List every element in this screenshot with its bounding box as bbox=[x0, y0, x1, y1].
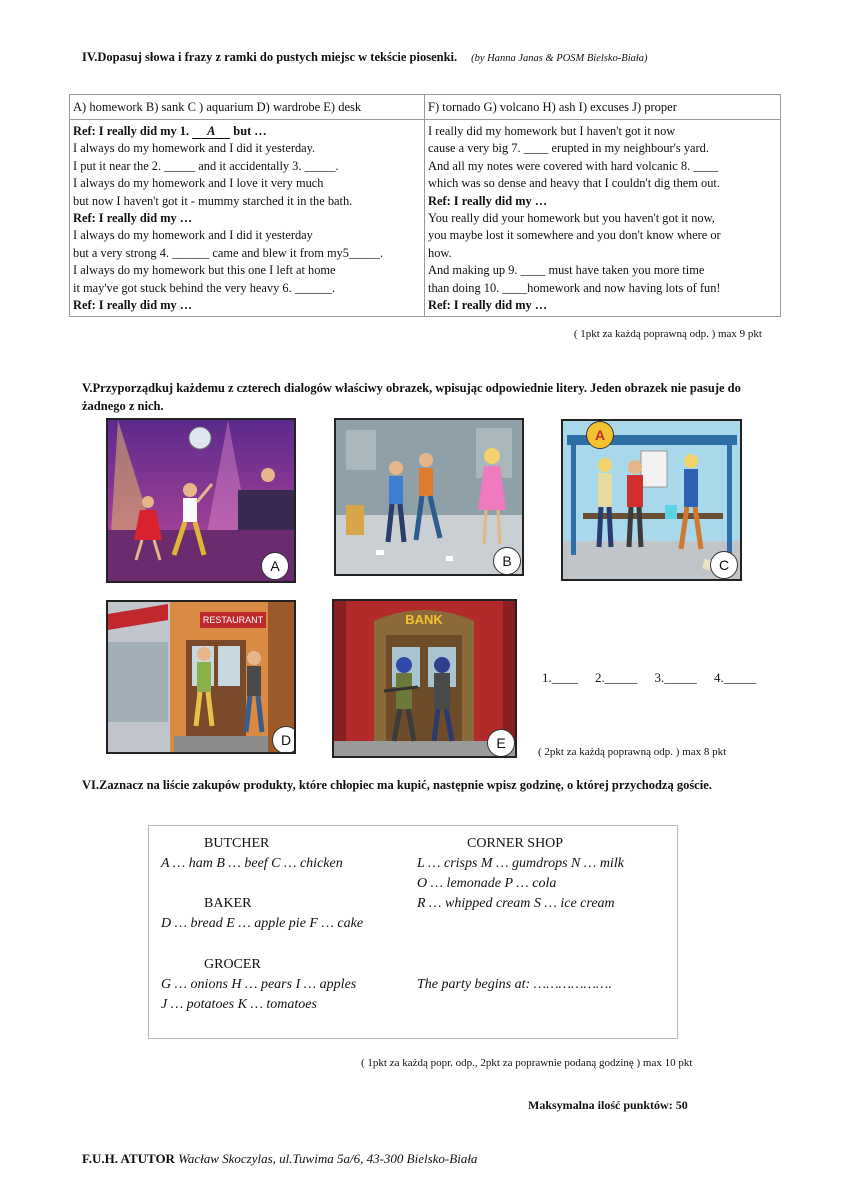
street-scene-illustration bbox=[336, 420, 522, 574]
butcher-heading: BUTCHER bbox=[204, 836, 270, 851]
baker-items[interactable]: D … bread E … apple pie F … cake bbox=[161, 916, 364, 931]
lyric-refrain: Ref: I really did my … bbox=[73, 210, 193, 225]
butcher-items[interactable]: A … ham B … beef C … chicken bbox=[161, 856, 343, 871]
answer-blank-filled[interactable]: A bbox=[192, 125, 230, 139]
lyric-line: but a very strong 4. ______ came and blew it from my5_____. bbox=[73, 245, 384, 260]
grocer-heading: GROCER bbox=[204, 957, 261, 972]
picture-label: E bbox=[487, 729, 515, 757]
word-list-left: A) homework B) sank C ) aquarium D) wardrobe E) desk bbox=[70, 95, 427, 120]
picture-b-street bbox=[334, 418, 524, 576]
max-total-points: Maksymalna ilość punktów: 50 bbox=[528, 1098, 688, 1112]
bank-sign: BANK bbox=[405, 612, 443, 627]
lyric-refrain: Ref: I really did my … bbox=[428, 297, 548, 312]
lyric-line: I always do my homework and I love it very much bbox=[73, 176, 324, 191]
footer-company: F.U.H. ATUTOR bbox=[82, 1151, 175, 1166]
song-credit: (by Hanna Janas & POSM Bielsko-Biała) bbox=[471, 53, 648, 64]
lyric-refrain: Ref: I really did my … bbox=[73, 297, 193, 312]
lyric-line: And all my notes were covered with hard volcanic 8. ____ bbox=[428, 158, 719, 173]
section-6-points: ( 1pkt za każdą popr. odp., 2pkt za poprawnie podaną godzinę ) max 10 pkt bbox=[361, 1057, 693, 1069]
lyric-line: And making up 9. ____ must have taken you more time bbox=[428, 263, 705, 278]
section-4-title: IV.Dopasuj słowa i frazy z ramki do pustych miejsc w tekście piosenki. (by Hanna Janas & POSM Bielsko-Biała) bbox=[82, 50, 648, 64]
word-box-table bbox=[69, 94, 781, 317]
picture-e-bank bbox=[332, 599, 517, 758]
lyric-line: it may've got stuck behind the very heavy 6. ______. bbox=[73, 280, 336, 295]
corner-shop-items[interactable]: R … whipped cream S … ice cream bbox=[417, 896, 615, 911]
picture-label: D bbox=[272, 726, 296, 754]
party-time-field[interactable]: The party begins at: ………………. bbox=[417, 977, 612, 992]
lyrics-right-column bbox=[428, 123, 721, 314]
picture-a-disco bbox=[106, 418, 296, 583]
word-list-right: F) tornado G) volcano H) ash I) excuses J) proper bbox=[425, 95, 780, 120]
shopping-list-box bbox=[148, 825, 678, 1039]
section-5-points: ( 2pkt za każdą poprawną odp. ) max 8 pkt bbox=[538, 746, 727, 758]
footer-address: Wacław Skoczylas, ul.Tuwima 5a/6, 43-300 Bielsko-Biała bbox=[178, 1151, 478, 1166]
lyric-line: than doing 10. ____homework and now having lots of fun! bbox=[428, 280, 721, 295]
lyric-line: how. bbox=[428, 245, 452, 260]
restaurant-sign: RESTAURANT bbox=[200, 612, 266, 628]
lyric-line: I always do my homework but this one I left at home bbox=[73, 263, 336, 278]
answer-blank-2[interactable]: 2._____ bbox=[595, 670, 638, 685]
matching-answer-blanks bbox=[542, 670, 770, 686]
answer-blank-1[interactable]: 1.____ bbox=[542, 670, 578, 685]
corner-shop-heading: CORNER SHOP bbox=[467, 836, 564, 851]
corner-shop-items[interactable]: L … crisps M … gumdrops N … milk bbox=[417, 856, 624, 871]
bus-stop-sign: A bbox=[586, 421, 614, 449]
footer bbox=[82, 1151, 477, 1167]
section-4-points: ( 1pkt za każdą poprawną odp. ) max 9 pkt bbox=[573, 328, 762, 340]
corner-shop-items[interactable]: O … lemonade P … cola bbox=[417, 876, 557, 891]
lyric-line: you maybe lost it somewhere and you don't know where or bbox=[428, 228, 721, 243]
grocer-items[interactable]: J … potatoes K … tomatoes bbox=[161, 997, 317, 1012]
lyric-line: which was so dense and heavy that I couldn't dig them out. bbox=[428, 176, 720, 191]
lyric-line: I always do my homework and I did it yesterday. bbox=[73, 141, 316, 156]
lyric-refrain: Ref: I really did my … bbox=[428, 193, 548, 208]
lyric-line: Ref: I really did my 1. A but … bbox=[73, 124, 267, 138]
picture-label: A bbox=[261, 552, 289, 580]
column-divider bbox=[424, 95, 425, 316]
answer-blank-3[interactable]: 3._____ bbox=[654, 670, 697, 685]
grocer-items[interactable]: G … onions H … pears I … apples bbox=[161, 977, 357, 992]
lyrics-left-column bbox=[73, 123, 383, 314]
answer-blank-4[interactable]: 4._____ bbox=[714, 670, 757, 685]
baker-heading: BAKER bbox=[204, 896, 252, 911]
picture-d-restaurant bbox=[106, 600, 296, 754]
lyric-line: You really did your homework but you haven't got it now, bbox=[428, 210, 715, 225]
lyric-line: cause a very big 7. ____ erupted in my neighbour's yard. bbox=[428, 141, 709, 156]
lyric-line: I always do my homework and I did it yesterday bbox=[73, 228, 313, 243]
section-6-title: VI.Zaznacz na liście zakupów produkty, które chłopiec ma kupić, następnie wpisz godzinę, o której przychodzą goście. bbox=[82, 778, 712, 792]
picture-label: B bbox=[493, 547, 521, 575]
section-5-title: V.Przyporządkuj każdemu z czterech dialogów właściwy obrazek, wpisując odpowiednie litery. Jeden obrazek nie pasuje do żadnego z nich. bbox=[82, 381, 741, 413]
lyric-line: I really did my homework but I haven't got it now bbox=[428, 124, 676, 138]
lyric-line: I put it near the 2. _____ and it accidentally 3. _____. bbox=[73, 158, 339, 173]
picture-c-bus-stop bbox=[561, 419, 742, 581]
picture-label: C bbox=[710, 551, 738, 579]
lyric-line: but now I haven't got it - mummy starched it in the bath. bbox=[73, 193, 353, 208]
